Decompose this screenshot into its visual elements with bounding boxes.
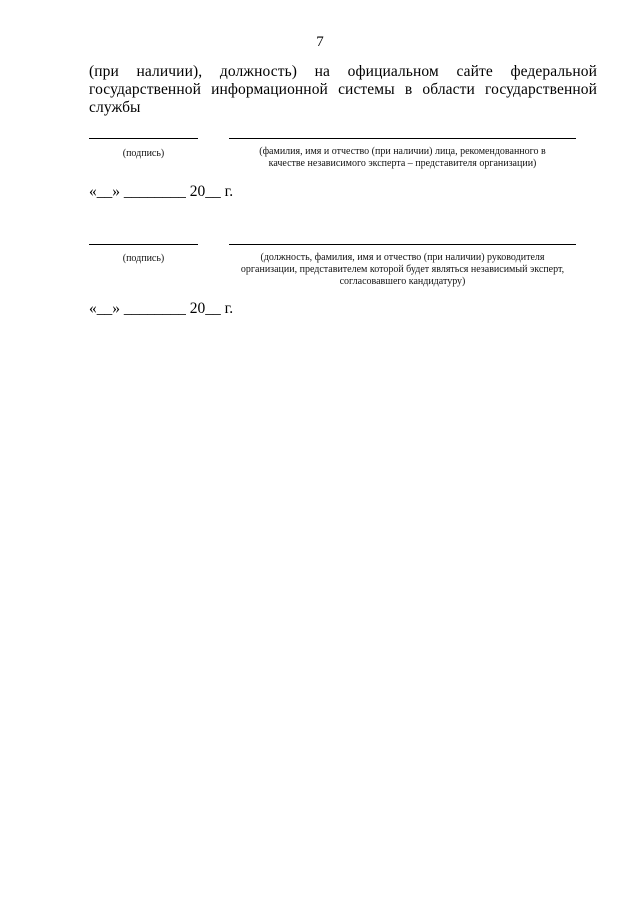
signature-line-2 — [89, 244, 198, 245]
intro-paragraph: (при наличии), должность) на официальном сайте федеральной государственной информационной системы в области государственной службы — [89, 63, 597, 116]
date-line-1: «__» ________ 20__ г. — [89, 183, 234, 200]
name-line-2 — [229, 244, 576, 245]
name-caption-1: (фамилия, имя и отчество (при наличии) лица, рекомендованного в качестве независимого эксперта – представителя организации) — [259, 146, 546, 169]
page-number: 7 — [316, 34, 324, 50]
signature-caption-2: (подпись) — [122, 253, 165, 264]
date-line-2: «__» ________ 20__ г. — [89, 300, 234, 317]
name-line-1 — [229, 138, 576, 139]
signature-line-1 — [89, 138, 198, 139]
signature-caption-1: (подпись) — [122, 148, 165, 159]
name-caption-2: (должность, фамилия, имя и отчество (при наличии) руководителя организации, представителем которой будет являться независимый эксперт, согласовавшего кандидатуру) — [240, 252, 565, 287]
